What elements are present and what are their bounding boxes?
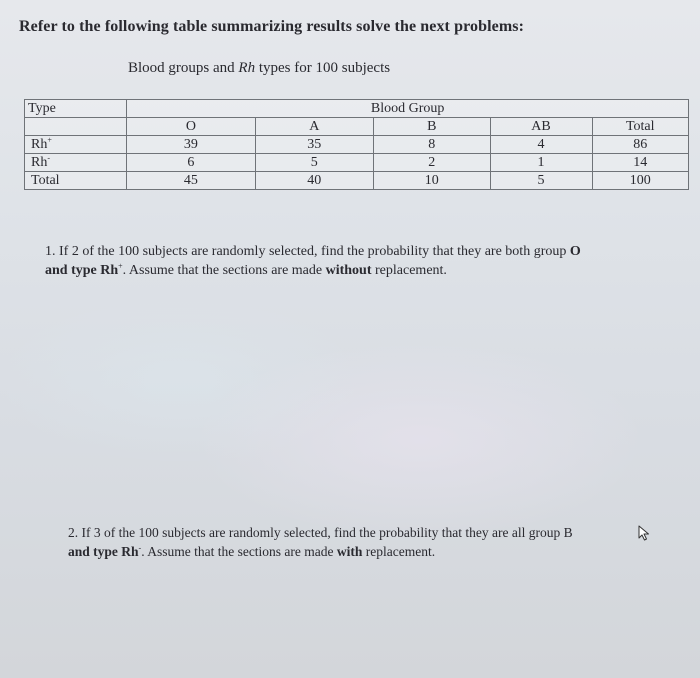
- problem-1-line2-pre: and type: [45, 263, 101, 278]
- table-row: [25, 172, 689, 190]
- table-row: [25, 136, 689, 154]
- table-cell: 1: [490, 154, 592, 172]
- problem-2-rh-sup: -: [138, 543, 142, 553]
- problem-1-rh: Rh: [100, 263, 119, 278]
- problem-1-line2-end: replacement.: [371, 263, 447, 278]
- table-cell: 35: [255, 136, 373, 154]
- row-label: [25, 136, 127, 154]
- empty-cell: [25, 118, 127, 136]
- problem-2-line1: 2. If 3 of the 100 subjects are randomly selected, find the probability that they are all group B: [68, 525, 573, 540]
- column-header: O: [127, 118, 255, 136]
- problem-1-rh-sup: +: [118, 261, 123, 271]
- table-cell: 5: [490, 172, 592, 190]
- table-cell: 14: [592, 154, 688, 172]
- table-cell: 2: [373, 154, 490, 172]
- table-cell: 100: [592, 172, 688, 190]
- problem-2-line2-pre: and type Rh: [68, 544, 139, 559]
- column-header: B: [373, 118, 490, 136]
- caption-prefix: Blood groups and: [128, 60, 239, 76]
- problem-1: [45, 242, 665, 280]
- table-cell: 86: [592, 136, 688, 154]
- table-cell: 6: [127, 154, 255, 172]
- problem-2-line2-end: replacement.: [362, 544, 436, 559]
- type-header: Type: [25, 100, 127, 118]
- table-cell: 39: [127, 136, 255, 154]
- problem-2-line2-mid: . Assume that the sections are made: [141, 544, 337, 559]
- problem-2: [68, 523, 628, 561]
- row-label-text: Rh: [31, 137, 48, 152]
- row-label-sup: -: [47, 153, 51, 163]
- caption-suffix: types for 100 subjects: [255, 60, 391, 76]
- column-header: AB: [490, 118, 592, 136]
- table-cell: 10: [373, 172, 490, 190]
- column-header: A: [255, 118, 373, 136]
- row-label-text: Rh: [31, 155, 48, 170]
- caption-rh: Rh: [238, 60, 256, 76]
- row-label-sup: +: [47, 135, 52, 145]
- table-cell: 4: [490, 136, 592, 154]
- mouse-pointer-icon: [638, 525, 650, 541]
- row-label: [25, 172, 127, 190]
- table-cell: 5: [255, 154, 373, 172]
- table-caption: [128, 60, 390, 77]
- row-label-text: Total: [31, 173, 60, 188]
- page-heading: Refer to the following table summarizing results solve the next problems:: [19, 18, 525, 35]
- table-cell: 40: [255, 172, 373, 190]
- table-cell: 45: [127, 172, 255, 190]
- table-column-row: [25, 118, 689, 136]
- table-row: [25, 154, 689, 172]
- problem-1-emph: without: [325, 263, 372, 278]
- problem-2-emph: with: [336, 544, 363, 559]
- problem-1-group: O: [569, 244, 581, 259]
- blood-group-header: Blood Group: [127, 100, 689, 118]
- problem-1-line1: 1. If 2 of the 100 subjects are randomly selected, find the probability that they are both group: [45, 244, 570, 259]
- column-header: Total: [592, 118, 688, 136]
- table-cell: 8: [373, 136, 490, 154]
- row-label: [25, 154, 127, 172]
- table-header-row: [25, 100, 689, 118]
- blood-group-table: [24, 99, 689, 190]
- problem-1-line2-mid: . Assume that the sections are made: [122, 263, 326, 278]
